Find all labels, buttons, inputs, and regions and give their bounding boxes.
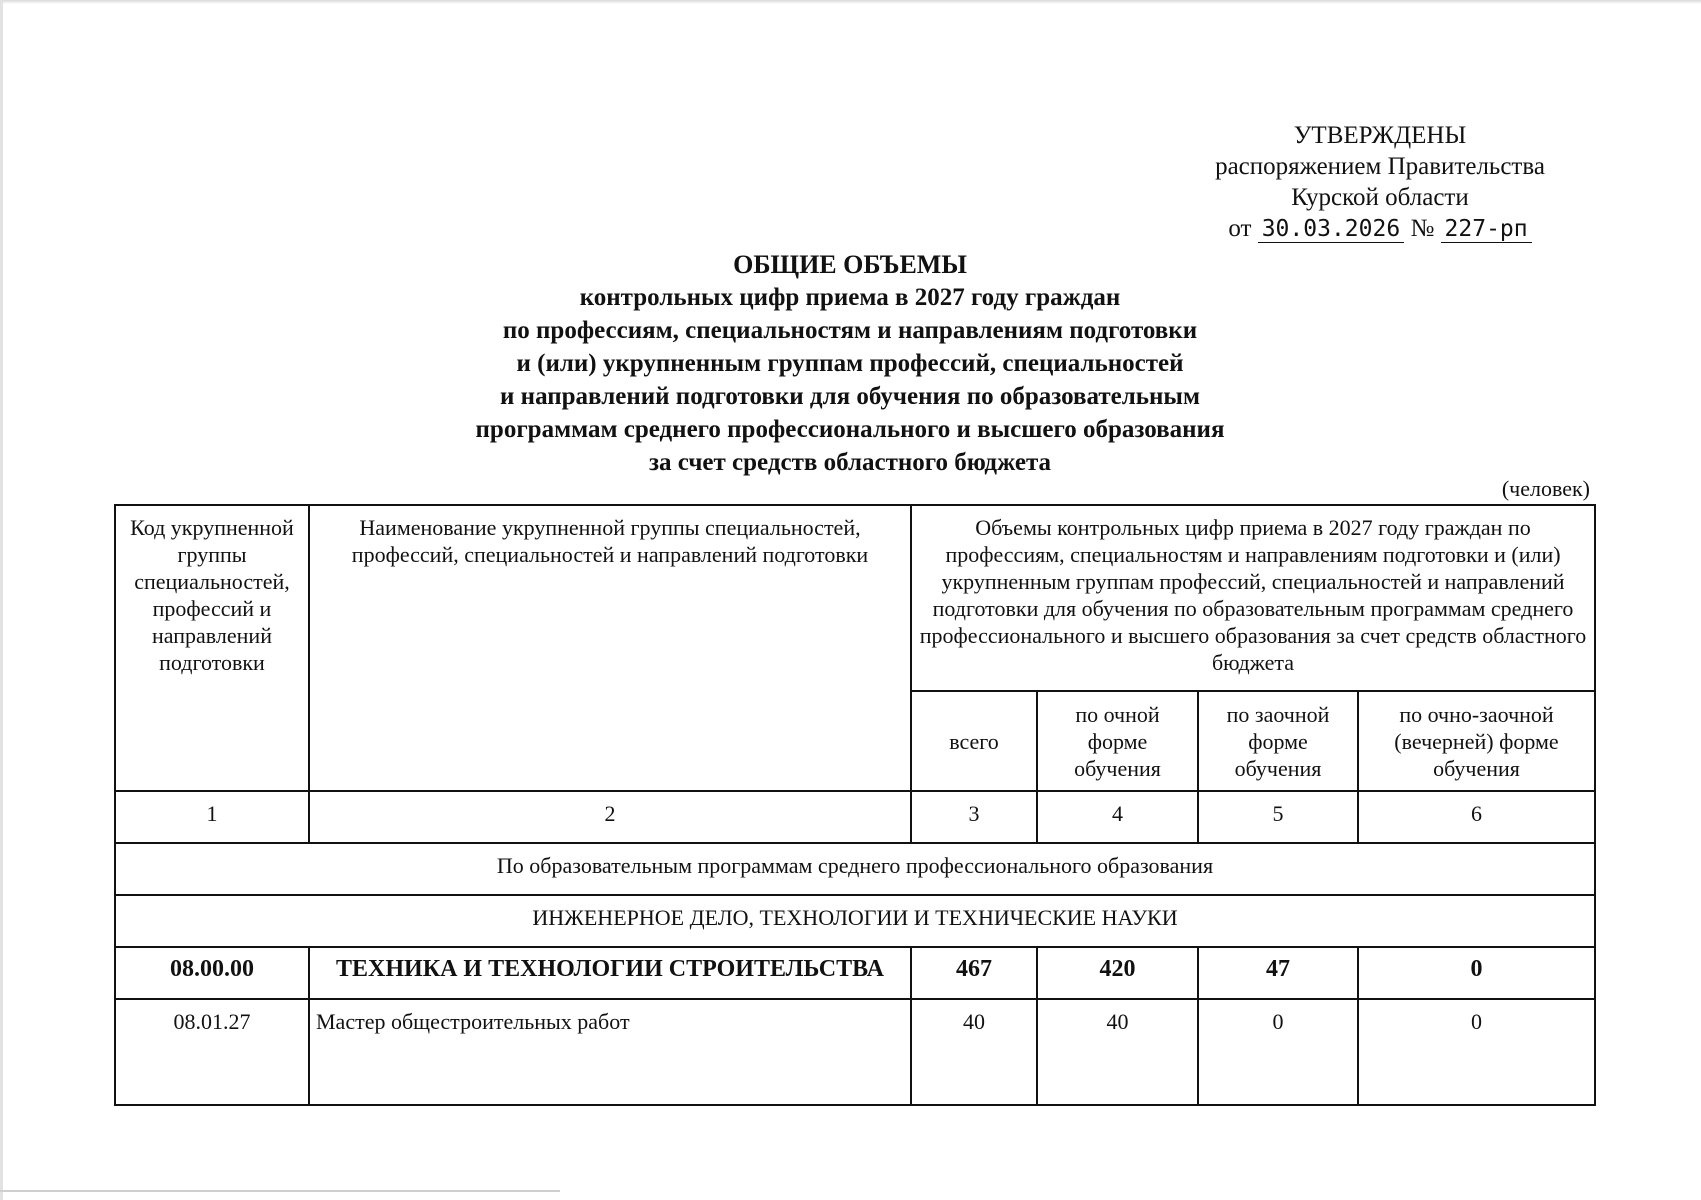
admission-table xyxy=(114,504,1596,1106)
cell-evening: 0 xyxy=(1358,999,1595,1105)
header-evening: по очно-заочной (вечерней) форме обучения xyxy=(1358,691,1595,791)
cell-code: 08.01.27 xyxy=(115,999,309,1105)
unit-label: (человек) xyxy=(1501,476,1590,501)
number-prefix: № xyxy=(1410,215,1435,242)
subsection-row xyxy=(115,895,1595,947)
column-number: 3 xyxy=(911,791,1037,843)
title-line-2: контрольных цифр приема в 2027 году граждан xyxy=(579,284,1121,311)
header-name: Наименование укрупненной группы специальностей, профессий, специальностей и направлений подготовки xyxy=(309,505,911,791)
approval-date: 30.03.2026 xyxy=(1258,216,1404,243)
scan-edge-bottom xyxy=(0,1190,560,1192)
header-extramural: по заочной форме обучения xyxy=(1198,691,1358,791)
approval-heading: УТВЕРЖДЕНЫ xyxy=(1293,122,1467,149)
column-number: 5 xyxy=(1198,791,1358,843)
approval-date-line xyxy=(1180,213,1580,245)
approval-stamp xyxy=(1180,120,1580,245)
approval-line-order: распоряжением Правительства xyxy=(1215,153,1545,180)
section-heading: По образовательным программам среднего профессионального образования xyxy=(115,843,1595,895)
column-number: 4 xyxy=(1037,791,1198,843)
cell-fulltime: 420 xyxy=(1037,947,1198,999)
column-numbers-row xyxy=(115,791,1595,843)
cell-total: 40 xyxy=(911,999,1037,1105)
scan-edge-left xyxy=(0,0,3,1200)
cell-total: 467 xyxy=(911,947,1037,999)
approval-number: 227-рп xyxy=(1441,216,1532,243)
column-number: 2 xyxy=(309,791,911,843)
title-line-4: и (или) укрупненным группам профессий, специальностей xyxy=(516,350,1184,377)
cell-evening: 0 xyxy=(1358,947,1595,999)
header-code: Код укрупненной группы специальностей, профессий и направлений подготовки xyxy=(115,505,309,791)
header-row xyxy=(115,505,1595,691)
header-total: всего xyxy=(911,691,1037,791)
cell-extramural: 47 xyxy=(1198,947,1358,999)
table-row xyxy=(115,947,1595,999)
cell-code: 08.00.00 xyxy=(115,947,309,999)
table-row xyxy=(115,999,1595,1105)
title-main: ОБЩИЕ ОБЪЕМЫ xyxy=(733,250,967,279)
subsection-heading: ИНЖЕНЕРНОЕ ДЕЛО, ТЕХНОЛОГИИ И ТЕХНИЧЕСКИЕ НАУКИ xyxy=(115,895,1595,947)
cell-name: ТЕХНИКА И ТЕХНОЛОГИИ СТРОИТЕЛЬСТВА xyxy=(309,947,911,999)
scan-edge-top xyxy=(0,0,1701,4)
header-volumes: Объемы контрольных цифр приема в 2027 году граждан по профессиям, специальностям и направлениям подготовки и (или) укрупненным группам профессий, специальностей и направлений подготовки для обучения по образовательным программам среднего профессионального и высшего образования за счет средств областного бюджета xyxy=(911,505,1595,691)
title-line-5: и направлений подготовки для обучения по образовательным xyxy=(500,383,1200,410)
column-number: 6 xyxy=(1358,791,1595,843)
title-line-6: программам среднего профессионального и высшего образования xyxy=(475,416,1225,443)
approval-line-region: Курской области xyxy=(1291,184,1469,211)
title-line-3: по профессиям, специальностям и направлениям подготовки xyxy=(502,317,1198,344)
column-number: 1 xyxy=(115,791,309,843)
date-prefix: от xyxy=(1228,215,1252,242)
cell-fulltime: 40 xyxy=(1037,999,1198,1105)
title-line-7: за счет средств областного бюджета xyxy=(648,449,1052,476)
document-title xyxy=(330,248,1370,479)
cell-extramural: 0 xyxy=(1198,999,1358,1105)
cell-name: Мастер общестроительных работ xyxy=(309,999,911,1105)
header-fulltime: по очной форме обучения xyxy=(1037,691,1198,791)
section-row xyxy=(115,843,1595,895)
